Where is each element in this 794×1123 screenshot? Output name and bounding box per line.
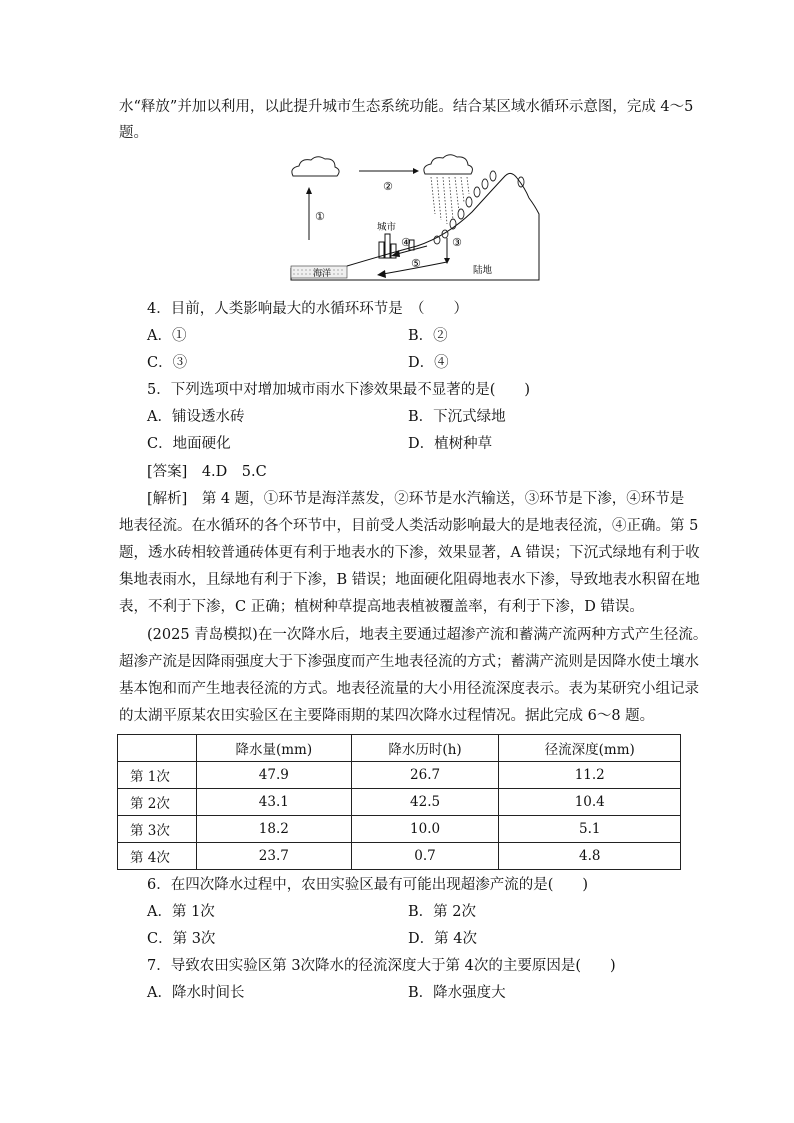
q4-option-b: B．② [408,328,448,344]
passage-line-3: 基本饱和而产生地表径流的方式。地表径流量的大小用径流深度表示。表为某研究小组记录 [119,681,699,697]
table-cell: 47.9 [197,762,352,789]
table-cell: 5.1 [499,816,681,843]
q6-option-a: A．第 1次 [147,904,215,920]
label-land: 陆地 [473,265,493,276]
table-header-empty [118,735,197,762]
label-1: ① [315,210,325,223]
rainfall-table [117,734,681,870]
q6-option-d: D．第 4次 [408,931,477,947]
table-row-label: 第 2次 [118,789,197,816]
table-header-duration: 降水历时(h) [351,735,499,762]
q5-option-c: C．地面硬化 [147,436,231,452]
question-7-stem: 7．导致农田实验区第 3次降水的径流深度大于第 4次的主要原因是( ) [147,958,616,974]
label-2: ② [383,180,393,193]
q5-option-d: D．植树种草 [408,436,493,452]
q7-option-a: A．降水时间长 [147,985,245,1001]
question-5-stem: 5．下列选项中对增加城市雨水下渗效果最不显著的是( ) [147,382,531,398]
table-row-label: 第 4次 [118,843,197,870]
label-3: ③ [452,236,462,249]
q5-option-a: A．铺设透水砖 [147,409,245,425]
q7-option-b: B．降水强度大 [408,985,506,1001]
table-header-runoff: 径流深度(mm) [499,735,681,762]
question-4-stem: 4．目前，人类影响最大的水循环环节是 （ ） [147,301,468,317]
table-cell: 43.1 [197,789,352,816]
table-header-row [118,735,681,762]
answer-text: 4.D 5.C [201,464,267,480]
table-cell: 0.7 [351,843,499,870]
table-cell: 10.0 [351,816,499,843]
table-row-label: 第 3次 [118,816,197,843]
analysis-line-1: [解析] 第 4 题，①环节是海洋蒸发，②环节是水汽输送，③环节是下渗，④环节是 [147,491,685,507]
table-cell: 23.7 [197,843,352,870]
table-row [118,843,681,870]
table-cell: 11.2 [499,762,681,789]
analysis-line-3: 题，透水砖相较普通砖体更有利于地表水的下渗，效果显著，A 错误；下沉式绿地有利于收 [119,545,700,561]
table-cell: 10.4 [499,789,681,816]
answer-tag: [答案] [147,464,188,480]
q4-option-a: A．① [147,328,187,344]
table-row [118,789,681,816]
passage-line-4: 的太湖平原某农田实验区在主要降雨期的某四次降水过程情况。据此完成 6～8 题。 [119,708,655,724]
table-header-precip: 降水量(mm) [197,735,352,762]
table-row [118,762,681,789]
q4-option-c: C．③ [147,355,188,371]
label-city: 城市 [377,222,397,233]
q5-option-b: B．下沉式绿地 [408,409,506,425]
water-cycle-diagram [287,154,541,284]
analysis-line-2: 地表径流。在水循环的各个环节中，目前受人类活动影响最大的是地表径流，④正确。第 5 [119,518,699,534]
intro-line-2: 题。 [119,125,148,141]
analysis-line-5: 表，不利于下渗，C 正确；植树种草提高地表植被覆盖率，有利于下渗，D 错误。 [119,599,644,615]
label-4: ④ [401,236,411,249]
label-5: ⑤ [411,257,421,270]
infiltration-arrow [444,238,450,264]
question-6-stem: 6．在四次降水过程中，农田实验区最有可能出现超渗产流的是( ) [147,877,589,893]
q6-option-b: B．第 2次 [408,904,476,920]
passage-line-2: 超渗产流是因降雨强度大于下渗强度而产生地表径流的方式；蓄满产流则是因降水使土壤水 [119,654,699,670]
table-cell: 18.2 [197,816,352,843]
answer-line [147,462,707,482]
q4-option-d: D．④ [408,355,449,371]
analysis-line-4: 集地表雨水，且绿地有利于下渗，B 错误；地面硬化阻碍地表水下渗，导致地表水积留在地 [119,572,700,588]
table-cell: 4.8 [499,843,681,870]
rain-cloud-icon [424,155,473,174]
ocean-cloud-icon [292,157,339,176]
intro-line-1: 水“释放”并加以利用，以此提升城市生态系统功能。结合某区域水循环示意图，完成 4～5 [119,99,694,115]
table-cell: 26.7 [351,762,499,789]
table-row [118,816,681,843]
passage-line-1: (2025 青岛模拟)在一次降水后，地表主要通过超渗产流和蓄满产流两种方式产生径流。 [147,627,708,643]
tree-icons [434,171,524,244]
table-row-label: 第 1次 [118,762,197,789]
q6-option-c: C．第 3次 [147,931,216,947]
vapor-transport-arrow [359,168,419,174]
label-sea: 海洋 [313,269,332,279]
evaporation-arrow [306,187,312,240]
table-cell: 42.5 [351,789,499,816]
